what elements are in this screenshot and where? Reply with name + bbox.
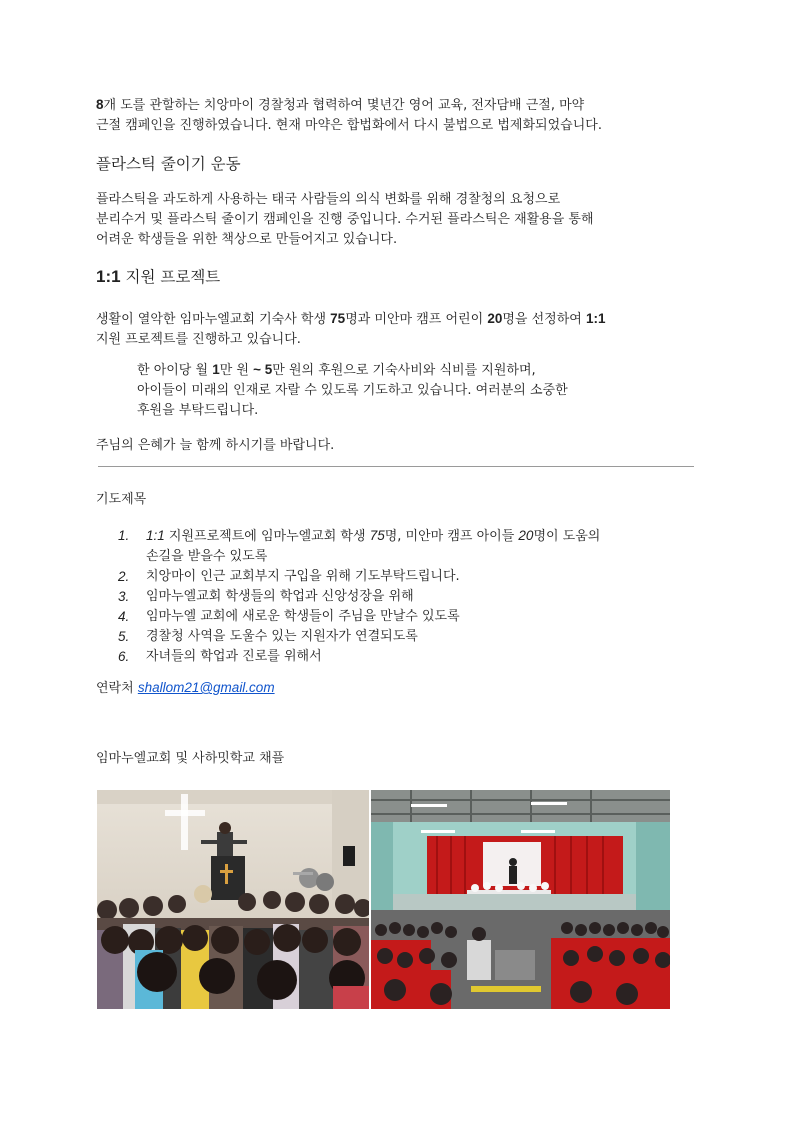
plastic-paragraph bbox=[96, 190, 706, 250]
plastic-line-3: 어려운 학생들을 위한 책상으로 만들어지고 있습니다. bbox=[96, 232, 398, 247]
list-marker: 2. bbox=[118, 569, 130, 584]
list-item bbox=[118, 647, 600, 667]
list-item bbox=[118, 526, 600, 567]
support-text-a: 생활이 열악한 임마누엘교회 기숙사 학생 bbox=[96, 312, 331, 327]
email-link[interactable]: shallom21@gmail.com bbox=[137, 680, 275, 695]
prayer-text-a: 지원프로젝트에 임마누엘교회 학생 bbox=[164, 529, 370, 544]
quote-amount-min: 1 bbox=[212, 362, 220, 377]
quote-text-c: 만 원의 후원으로 기숙사비와 식비를 지원하며, bbox=[272, 363, 536, 378]
plastic-line-1: 플라스틱을 과도하게 사용하는 태국 사람들의 의식 변화를 위해 경찰청의 요청으로 bbox=[96, 192, 561, 207]
quote-line-3: 후원을 부탁드립니다. bbox=[137, 403, 259, 418]
prayer-item-text: 경찰청 사역을 도울수 있는 지원자가 연결되도록 bbox=[146, 629, 418, 644]
prayer-text-b: 명, 미안마 캠프 아이들 bbox=[384, 529, 519, 544]
intro-paragraph bbox=[96, 95, 706, 136]
prayer-ratio: 1:1 bbox=[146, 528, 165, 543]
plastic-heading: 플라스틱 줄이기 운동 bbox=[96, 155, 241, 173]
prayer-title: 기도제목 bbox=[96, 492, 147, 507]
prayer-item-text: 임마누엘 교회에 새로운 학생들이 주님을 만날수 있도록 bbox=[146, 609, 460, 624]
intro-line-1: 개 도를 관할하는 치앙마이 경찰청과 협력하여 몇년간 영어 교육, 전자담배 근절, 마약 bbox=[103, 98, 585, 113]
closing-line: 주님의 은혜가 늘 함께 하시기를 바랍니다. bbox=[96, 438, 335, 453]
support-quote bbox=[137, 360, 568, 421]
chapel-photo-school-hall bbox=[371, 790, 670, 1009]
list-item bbox=[118, 607, 600, 627]
intro-number: 8 bbox=[96, 97, 104, 112]
support-count-students: 75 bbox=[330, 311, 346, 326]
quote-amount-max: ~ 5 bbox=[253, 362, 273, 377]
support-line-2: 지원 프로젝트를 진행하고 있습니다. bbox=[96, 332, 301, 347]
support-text-c: 명을 선정하여 bbox=[502, 312, 586, 327]
list-marker: 6. bbox=[118, 649, 130, 664]
quote-text-a: 한 아이당 월 bbox=[137, 363, 213, 378]
prayer-item-text: 임마누엘교회 학생들의 학업과 신앙성장을 위해 bbox=[146, 589, 414, 604]
list-marker: 5. bbox=[118, 629, 130, 644]
prayer-item-text: 치앙마이 인근 교회부지 구입을 위해 기도부탁드립니다. bbox=[146, 569, 460, 584]
quote-line-2: 아이들이 미래의 인재로 자랄 수 있도록 기도하고 있습니다. 여러분의 소중한 bbox=[137, 383, 568, 398]
prayer-list bbox=[118, 526, 600, 667]
list-marker: 3. bbox=[118, 589, 130, 604]
chapel-caption: 임마누엘교회 및 사하밋학교 채플 bbox=[96, 751, 285, 766]
quote-text-b: 만 원 bbox=[219, 363, 254, 378]
chapel-photo-church bbox=[97, 790, 369, 1009]
prayer-count-students: 75 bbox=[369, 528, 385, 543]
support-count-children: 20 bbox=[487, 311, 503, 326]
list-marker: 1. bbox=[118, 528, 130, 543]
prayer-count-children: 20 bbox=[518, 528, 534, 543]
section-divider bbox=[98, 466, 694, 467]
list-item bbox=[118, 587, 600, 607]
support-paragraph bbox=[96, 309, 706, 350]
list-item bbox=[118, 567, 600, 587]
support-heading-number: 1:1 bbox=[96, 267, 121, 286]
intro-line-2: 근절 캠페인을 진행하였습니다. 현재 마약은 합법화에서 다시 불법으로 법제화되었습니다. bbox=[96, 118, 602, 133]
list-marker: 4. bbox=[118, 609, 130, 624]
plastic-line-2: 분리수거 및 플라스틱 줄이기 캠페인을 진행 중입니다. 수거된 플라스틱은 재활용을 통해 bbox=[96, 212, 594, 227]
support-text-b: 명과 미안마 캠프 어린이 bbox=[345, 312, 488, 327]
prayer-text-line2: 손길을 받을수 있도록 bbox=[146, 549, 268, 564]
prayer-text-c: 명이 도움의 bbox=[533, 529, 601, 544]
support-heading-text: 지원 프로젝트 bbox=[120, 268, 221, 286]
list-item bbox=[118, 627, 600, 647]
contact-label: 연락처 bbox=[96, 681, 138, 696]
support-ratio: 1:1 bbox=[585, 311, 606, 326]
support-heading bbox=[96, 266, 220, 288]
contact-line bbox=[96, 678, 706, 699]
prayer-item-text: 자녀들의 학업과 진로를 위해서 bbox=[146, 649, 322, 664]
